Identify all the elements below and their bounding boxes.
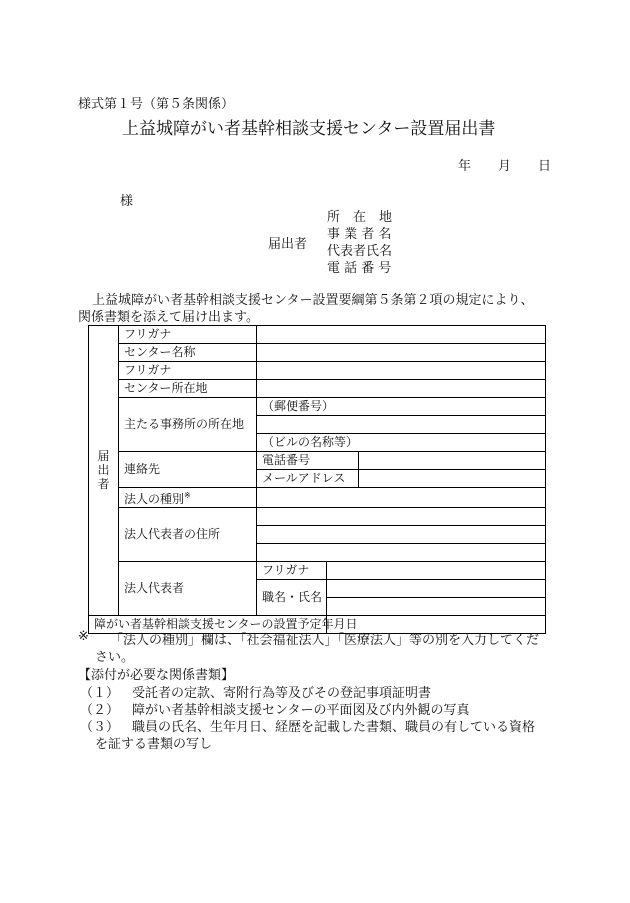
- note-line-1: 「法人の種別」欄は、「社会福祉法人」「医療法人」等の別を入力してくだ: [110, 633, 540, 648]
- addressee-label: 様: [120, 194, 134, 209]
- attachment-text-2: 障がい者基幹相談支援センターの平面図及び内外観の写真: [132, 703, 470, 718]
- rep-address-label: 法人代表者の住所: [119, 508, 257, 562]
- corp-type-note-mark: ※: [184, 491, 191, 500]
- rep-address-input-2[interactable]: [257, 526, 546, 544]
- date-month-label: 月: [498, 159, 512, 174]
- document-title: 上益城障がい者基幹相談支援センター設置届出書: [122, 119, 496, 139]
- corp-type-input[interactable]: [257, 488, 546, 508]
- corp-type-text: 法人の種別: [124, 492, 185, 506]
- rep-furigana-input[interactable]: [327, 562, 546, 580]
- section-label: 届出者: [97, 449, 110, 491]
- email-input[interactable]: [359, 470, 546, 488]
- furigana-input-2[interactable]: [257, 362, 546, 380]
- furigana-input-1[interactable]: [257, 326, 546, 344]
- rep-address-input-3[interactable]: [257, 544, 546, 562]
- application-form-table: [88, 325, 546, 634]
- contact-label: 連絡先: [119, 452, 257, 488]
- building-name-field[interactable]: （ビルの名称等）: [257, 434, 546, 452]
- postal-code-field[interactable]: （郵便番号）: [257, 398, 546, 416]
- attachment-num-2: （２）: [80, 703, 120, 718]
- email-label: メールアドレス: [257, 470, 359, 488]
- center-address-input[interactable]: [257, 380, 546, 398]
- corp-type-label: [119, 488, 257, 508]
- applicant-field-phone: 電 話 番 号: [327, 261, 392, 276]
- rep-address-input-1[interactable]: [257, 508, 546, 526]
- date-year-label: 年: [458, 159, 472, 174]
- applicant-label: 届出者: [268, 237, 308, 252]
- rep-title-name-label: 職名・氏名: [257, 580, 327, 616]
- rep-furigana-label: フリガナ: [257, 562, 327, 580]
- note-line-2: さい。: [95, 650, 135, 665]
- rep-title-name-input-2[interactable]: [327, 598, 546, 616]
- main-office-address-input[interactable]: [257, 416, 546, 434]
- attachment-num-1: （１）: [80, 686, 120, 701]
- furigana-label-2: フリガナ: [119, 362, 257, 380]
- applicant-field-representative: 代表者氏名: [327, 244, 393, 259]
- intro-line-2: 関係書類を添えて届け出ます。: [78, 310, 259, 325]
- applicant-field-business-name: 事 業 者 名: [327, 227, 392, 242]
- intro-line-1: 上益城障がい者基幹相談支援センター設置要綱第５条第２項の規定により、: [92, 293, 534, 308]
- center-address-label: センター所在地: [119, 380, 257, 398]
- applicant-field-address: 所 在 地: [327, 210, 393, 225]
- date-day-label: 日: [538, 159, 552, 174]
- rep-label: 法人代表者: [119, 562, 257, 616]
- phone-input[interactable]: [359, 452, 546, 470]
- section-label-cell: [89, 326, 119, 616]
- center-name-input[interactable]: [257, 344, 546, 362]
- attachment-text-3: 職員の氏名、生年月日、経歴を記載した書類、職員の有している資格: [132, 720, 536, 735]
- note-mark: ※: [78, 629, 89, 644]
- furigana-label-1: フリガナ: [119, 326, 257, 344]
- attachment-text-1: 受託者の定款、寄附行為等及びその登記事項証明書: [132, 686, 432, 701]
- center-name-label: センター名称: [119, 344, 257, 362]
- rep-title-name-input-1[interactable]: [327, 580, 546, 598]
- planned-date-label: 障がい者基幹相談支援センターの設置予定年月日: [89, 616, 327, 634]
- phone-label: 電話番号: [257, 452, 359, 470]
- main-office-label: 主たる事務所の所在地: [119, 398, 257, 452]
- attachment-text-3-cont: を証する書類の写し: [95, 737, 213, 752]
- attachments-heading: 【添付が必要な関係書類】: [78, 668, 235, 683]
- attachment-num-3: （３）: [80, 720, 120, 735]
- form-label: 様式第１号（第５条関係）: [78, 97, 235, 112]
